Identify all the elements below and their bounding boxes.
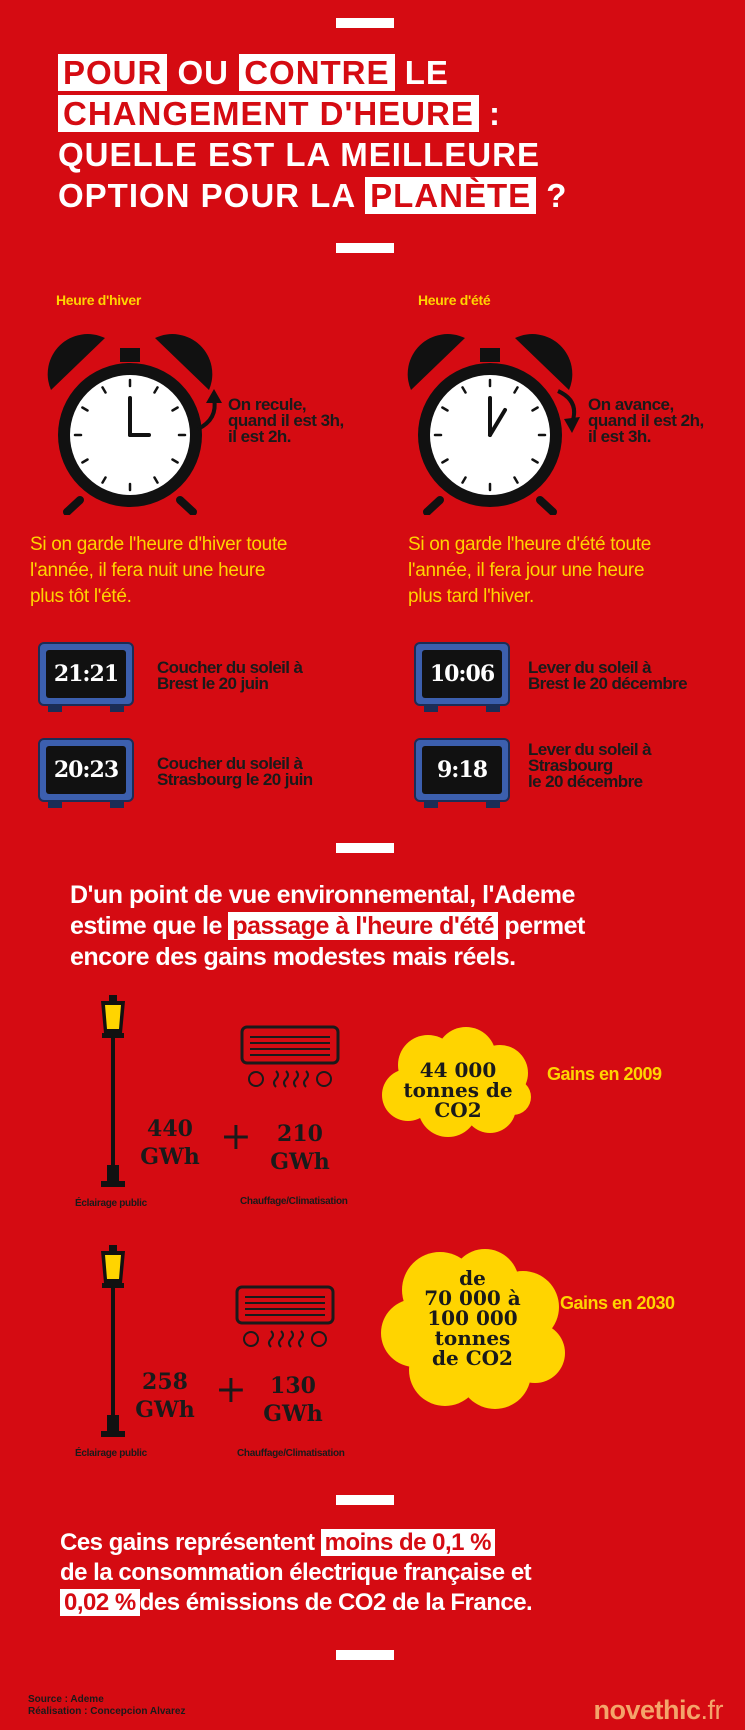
heating-label: Chauffage/Climatisation bbox=[237, 1448, 345, 1459]
summer-paragraph: Si on garde l'heure d'été toute l'année, il fera jour une heure plus tard l'hiver. bbox=[408, 534, 652, 607]
strasbourg-sunset-caption: Coucher du soleil à Strasbourg le 20 juin bbox=[157, 754, 313, 789]
gains-2009-caption: Gains en 2009 bbox=[547, 1064, 662, 1084]
title-highlight: PLANÈTE bbox=[365, 177, 536, 214]
final-highlight: 0,02 % bbox=[60, 1589, 140, 1616]
separator-bar bbox=[336, 1495, 394, 1505]
lighting-2030-value: 258 GWh bbox=[135, 1369, 195, 1423]
digital-clock-brest-sunrise: 10:06 bbox=[414, 642, 510, 706]
winter-clock-note: On recule, quand il est 3h, il est 2h. bbox=[228, 395, 344, 446]
title-highlight: CHANGEMENT D'HEURE bbox=[58, 95, 479, 132]
strasbourg-sunrise-caption: Lever du soleil à Strasbourg le 20 décembre bbox=[528, 740, 652, 791]
digital-clock-strasbourg-sunset: 20:23 bbox=[38, 738, 134, 802]
separator-bar bbox=[336, 18, 394, 28]
heating-label: Chauffage/Climatisation bbox=[240, 1196, 348, 1207]
street-lamp-icon bbox=[95, 995, 131, 1190]
heating-2030-value: 130 GWh bbox=[263, 1373, 323, 1427]
summer-clock-note: On avance, quand il est 2h, il est 3h. bbox=[588, 395, 704, 446]
winter-paragraph: Si on garde l'heure d'hiver toute l'année, il fera nuit une heure plus tôt l'été. bbox=[30, 534, 288, 607]
counterclockwise-arrow-icon bbox=[192, 385, 222, 435]
digital-clock-brest-sunset: 21:21 bbox=[38, 642, 134, 706]
co2-2009-value: 44 000 tonnes de CO2 bbox=[403, 1058, 513, 1122]
brest-sunset-caption: Coucher du soleil à Brest le 20 juin bbox=[157, 658, 303, 693]
alarm-clock-summer-icon bbox=[405, 330, 575, 515]
source-credit: Source : Ademe Réalisation : Concepcion Alvarez bbox=[28, 1694, 186, 1717]
winter-label: Heure d'hiver bbox=[56, 292, 142, 308]
final-highlight: moins de 0,1 % bbox=[321, 1529, 495, 1556]
air-conditioner-icon bbox=[235, 1285, 335, 1355]
street-lamp-icon bbox=[95, 1245, 131, 1440]
brest-sunrise-caption: Lever du soleil à Brest le 20 décembre bbox=[528, 658, 688, 693]
novethic-logo[interactable]: novethic.fr bbox=[593, 1695, 723, 1725]
plus-sign: + bbox=[220, 1114, 252, 1158]
heating-2009-value: 210 GWh bbox=[270, 1121, 330, 1175]
summer-label: Heure d'été bbox=[418, 292, 491, 308]
title-highlight: POUR bbox=[58, 54, 167, 91]
lighting-label: Éclairage public bbox=[75, 1198, 147, 1209]
lighting-2009-value: 440 GWh bbox=[140, 1116, 200, 1170]
title-highlight: CONTRE bbox=[239, 54, 394, 91]
alarm-clock-winter-icon bbox=[45, 330, 215, 515]
gains-2030-caption: Gains en 2030 bbox=[560, 1293, 675, 1313]
separator-bar bbox=[336, 843, 394, 853]
lighting-label: Éclairage public bbox=[75, 1448, 147, 1459]
statement-highlight: passage à l'heure d'été bbox=[228, 912, 498, 940]
air-conditioner-icon bbox=[240, 1025, 340, 1095]
digital-clock-strasbourg-sunrise: 9:18 bbox=[414, 738, 510, 802]
separator-bar bbox=[336, 1650, 394, 1660]
separator-bar bbox=[336, 243, 394, 253]
co2-2030-value: de 70 000 à 100 000 tonnes de CO2 bbox=[424, 1266, 521, 1370]
plus-sign: + bbox=[215, 1367, 247, 1411]
final-statement: Ces gains représentent moins de 0,1 % de la consommation électrique française et 0,02 % des émissions de CO2 de la France. bbox=[60, 1529, 533, 1616]
page-title: POUR OU CONTRE LE CHANGEMENT D'HEURE : QUELLE EST LA MEILLEURE OPTION POUR LA PLANÈTE ? bbox=[58, 54, 568, 214]
ademe-statement: D'un point de vue environnemental, l'Ademe estime que le passage à l'heure d'été permet encore des gains modestes mais réels. bbox=[70, 881, 585, 971]
clockwise-arrow-icon bbox=[552, 385, 582, 435]
